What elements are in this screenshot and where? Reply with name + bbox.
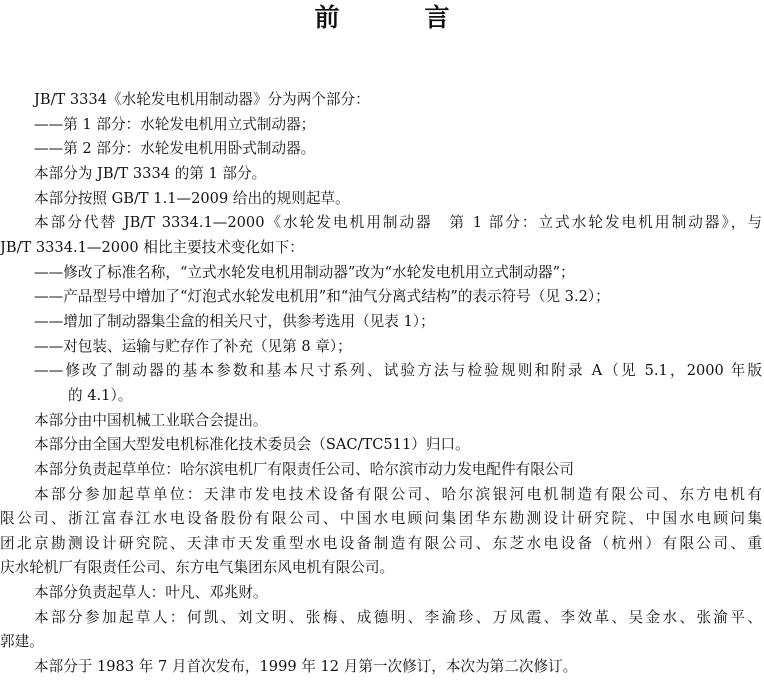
change-list-item: ——修改了制动器的基本参数和基本尺寸系列、试验方法与检验规则和附录 A（见 5.1，2000 年版 xyxy=(34,362,762,380)
intro-line: JB/T 3334《水轮发电机用制动器》分为两个部分： xyxy=(34,91,370,108)
part-list-item: ——第 2 部分：水轮发电机用卧式制动器。 xyxy=(34,140,316,158)
paragraph-line: 本部分代替 JB/T 3334.1—2000《水轮发电机用制动器 第 1 部分：立式水轮发电机用制动器》，与 xyxy=(34,214,762,232)
paragraph-continuation: 郭建。 xyxy=(0,633,44,651)
change-list-item: ——增加了制动器集尘盒的相关尺寸，供参考选用（见表 1）； xyxy=(34,312,435,330)
change-list-item: ——产品型号中增加了“灯泡式水轮发电机用”和“油气分离式结构”的表示符号（见 3.2）； xyxy=(34,288,610,306)
paragraph-line: 本部分负责起草单位：哈尔滨电机厂有限责任公司、哈尔滨市动力发电配件有限公司 xyxy=(34,460,574,478)
part-list-item: ——第 1 部分：水轮发电机用立式制动器； xyxy=(34,115,316,133)
foreword-body xyxy=(0,88,762,680)
paragraph-continuation: 团北京勘测设计研究院、天津市天发重型水电设备制造有限公司、东芝水电设备（杭州）有限公司、重 xyxy=(0,534,762,552)
change-list-item: ——修改了标准名称，“立式水轮发电机用制动器”改为“水轮发电机用立式制动器”； xyxy=(34,263,575,281)
paragraph-line: 本部分由全国大型发电机标准化技术委员会（SAC/TC511）归口。 xyxy=(34,436,470,454)
paragraph-continuation: 庆水轮机厂有限责任公司、东方电气集团东风电机有限公司。 xyxy=(0,559,395,577)
change-list-continuation: 的 4.1）。 xyxy=(68,386,133,404)
paragraph-continuation: JB/T 3334.1—2000 相比主要技术变化如下： xyxy=(0,238,304,256)
paragraph-continuation: 限公司、浙江富春江水电设备股份有限公司、中国水电顾问集团华东勘测设计研究院、中国水电顾问集 xyxy=(0,510,762,528)
paragraph-line: 本部分由中国机械工业联合会提出。 xyxy=(34,411,268,429)
page-title: 前 言 xyxy=(314,3,480,32)
paragraph-line: 本部分于 1983 年 7 月首次发布，1999 年 12 月第一次修订，本次为第二次修订。 xyxy=(34,658,578,676)
change-list-item: ——对包装、运输与贮存作了补充（见第 8 章）； xyxy=(34,337,352,355)
paragraph-line: 本部分参加起草单位：天津市发电技术设备有限公司、哈尔滨银河电机制造有限公司、东方电机有 xyxy=(34,485,762,503)
paragraph-line: 本部分为 JB/T 3334 的第 1 部分。 xyxy=(34,164,267,182)
paragraph-line: 本部分负责起草人：叶凡、邓兆财。 xyxy=(34,584,268,602)
paragraph-line: 本部分参加起草人：何凯、刘文明、张梅、成德明、李渝珍、万凤霞、李效革、吴金水、张渝平、 xyxy=(34,608,762,626)
paragraph-line: 本部分按照 GB/T 1.1—2009 给出的规则起草。 xyxy=(34,189,350,207)
